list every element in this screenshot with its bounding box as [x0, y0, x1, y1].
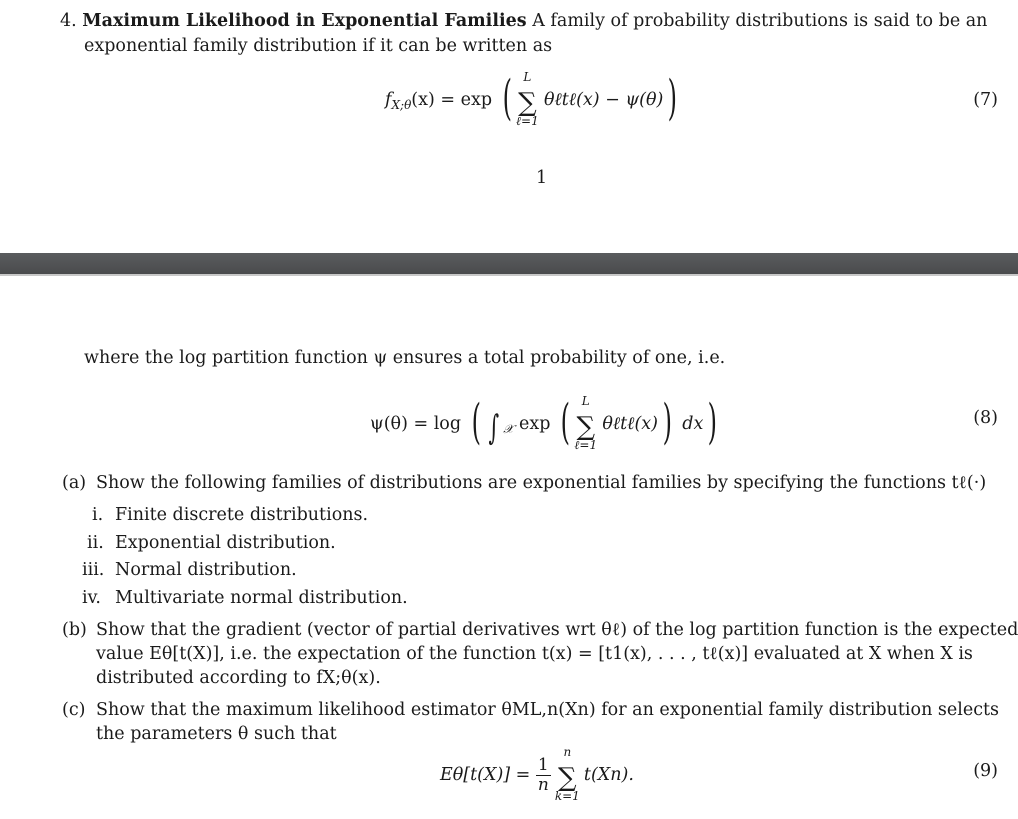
problem-intro-line2: exponential family distribution if it can be written as: [84, 36, 553, 56]
eq9-body: t(Xn).: [583, 765, 634, 785]
part-c-label: (c): [62, 700, 86, 720]
part-a-item-3-text: Normal distribution.: [115, 560, 297, 580]
problem-number: 4.: [60, 11, 77, 31]
eq7-right-paren: ): [667, 70, 678, 126]
part-a-item-1-label: i.: [92, 505, 104, 525]
eq9-sum-upper: n: [563, 745, 572, 759]
integral-icon: ∫: [488, 408, 500, 448]
eq7-number: (7): [973, 90, 998, 110]
part-b-label: (b): [62, 620, 87, 640]
eq7-lhs-sub: X;θ: [391, 98, 412, 112]
eq8-outer-right-paren: ): [708, 394, 718, 450]
part-c-line1: Show that the maximum likelihood estimator θML,n(Xn) for an exponential family distribution selects: [96, 700, 1000, 720]
equation-7: [385, 70, 682, 128]
eq8-inner-left-paren: (: [560, 394, 571, 450]
eq8-lhs: ψ(θ) = log: [370, 414, 462, 434]
eq8-sum-upper: L: [581, 394, 590, 408]
part-c-line2: the parameters θ such that: [96, 724, 337, 744]
eq7-lhs: f: [385, 90, 392, 110]
equation-8: [370, 394, 722, 452]
page-1: [0, 0, 1018, 253]
part-b-line3: distributed according to fX;θ(x).: [96, 668, 381, 688]
eq9-lhs: Eθ[t(X)] =: [440, 765, 531, 785]
eq8-number: (8): [973, 408, 998, 428]
part-a-item-4-text: Multivariate normal distribution.: [115, 588, 408, 608]
problem-title: Maximum Likelihood in Exponential Families: [82, 11, 527, 31]
part-a-item-1-text: Finite discrete distributions.: [115, 505, 369, 525]
eq8-sum-icon: ∑ L ℓ=1: [575, 412, 597, 442]
equation-9: [440, 745, 634, 803]
eq8-dx: dx: [682, 414, 704, 434]
eq9-frac-num: 1: [537, 755, 549, 775]
eq7-sum-lower: ℓ=1: [516, 114, 539, 128]
eq7-body: θℓtℓ(x) − ψ(θ): [543, 90, 664, 110]
eq8-body: θℓtℓ(x): [602, 414, 658, 434]
part-a-item-2-label: ii.: [87, 533, 104, 553]
part-a-item-4-label: iv.: [82, 588, 101, 608]
page-2: [0, 276, 1018, 819]
eq9-fraction: [536, 756, 551, 795]
eq9-sum-icon: ∑ n k=1: [556, 763, 578, 793]
page-separator: [0, 253, 1018, 274]
part-a-item-2-text: Exponential distribution.: [115, 533, 336, 553]
part-a-label: (a): [62, 473, 87, 493]
eq7-left-paren: (: [502, 70, 512, 126]
part-a-item-3-label: iii.: [82, 560, 105, 580]
problem-heading: [60, 9, 987, 33]
eq8-int-sub: 𝒳: [503, 422, 514, 436]
eq9-sum-lower: k=1: [554, 789, 580, 803]
eq7-sum-upper: L: [523, 70, 532, 84]
part-b-line1: Show that the gradient (vector of partial derivatives wrt θℓ) of the log partition function is the expected: [96, 620, 1018, 640]
part-b-line2: value Eθ[t(X)], i.e. the expectation of the function t(x) = [t1(x), . . . , tℓ(x)] evaluated at X when X is: [96, 644, 973, 664]
eq9-number: (9): [973, 761, 998, 781]
continuation-text: where the log partition function ψ ensures a total probability of one, i.e.: [84, 348, 726, 368]
page-number: 1: [536, 168, 548, 188]
part-a-text: Show the following families of distributions are exponential families by specifying the functions tℓ(·): [96, 473, 987, 493]
problem-intro-line1: A family of probability distributions is said to be an: [532, 11, 988, 31]
eq7-sum-icon: ∑ L ℓ=1: [516, 88, 538, 118]
eq8-outer-left-paren: (: [471, 394, 481, 450]
eq9-frac-den: n: [537, 775, 549, 795]
eq8-inner-right-paren: ): [662, 394, 673, 450]
eq7-lhs-arg: (x) = exp: [411, 90, 493, 110]
eq8-exp: exp: [518, 414, 551, 434]
eq8-sum-lower: ℓ=1: [574, 438, 598, 452]
